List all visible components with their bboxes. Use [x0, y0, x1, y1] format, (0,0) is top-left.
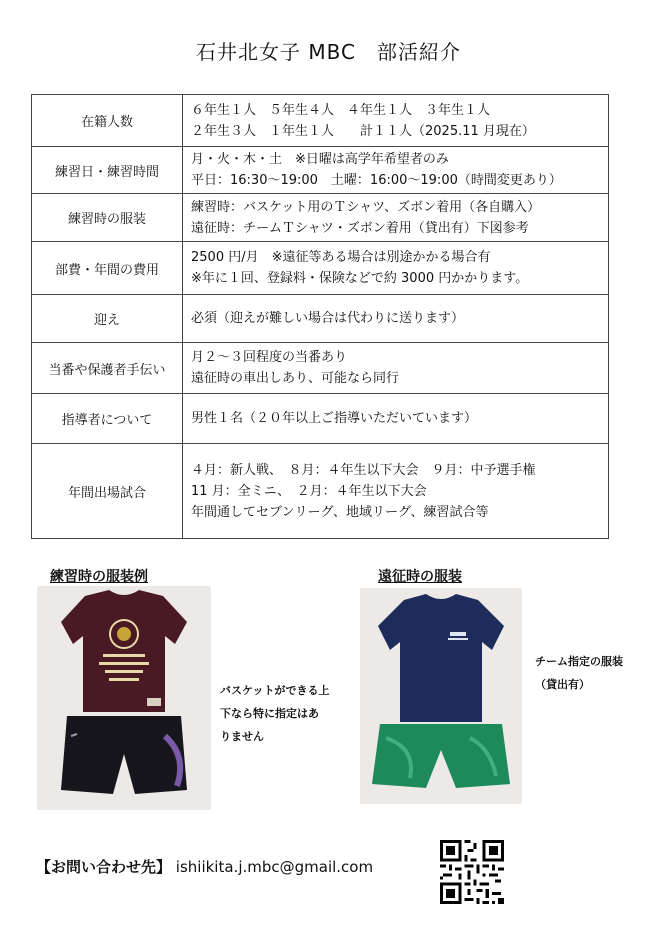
qr-code-icon[interactable] [440, 840, 504, 904]
contact-info [36, 856, 373, 877]
club-info-table [31, 94, 609, 539]
row-value-tournaments [183, 444, 609, 539]
practice-outfit-illustration [37, 586, 211, 810]
practice-clothing-note [220, 679, 350, 748]
value-line: 練習時：バスケット用のＴシャツ、ズボン着用（各自購入） [191, 199, 541, 215]
value-line: ※年に１回、登録料・保険などで約 3000 円かかります。 [191, 271, 529, 286]
note-line: 下なら特に指定はあ [220, 707, 319, 720]
row-label-fees: 部費・年間の費用 [32, 242, 183, 295]
value-line: 月・火・木・土 ※日曜は高学年希望者のみ [191, 152, 449, 167]
away-outfit-illustration [360, 588, 522, 804]
row-value-practice-schedule [183, 147, 609, 194]
away-outfit-photo [360, 588, 522, 804]
value-line: 必須（迎えが難しい場合は代わりに送ります） [191, 311, 465, 326]
row-value-pickup [183, 295, 609, 343]
value-line: 遠征時の車出しあり、可能なら同行 [191, 371, 400, 386]
table-row [32, 242, 609, 295]
note-line: りません [220, 730, 264, 743]
value-line: 2500 円/月 ※遠征等ある場合は別途かかる場合有 [191, 250, 491, 265]
row-label-members: 在籍人数 [32, 95, 183, 147]
value-line: 11 月：全ミニ、 ２月：４年生以下大会 [191, 483, 427, 499]
value-line: ６年生１人 ５年生４人 ４年生１人 ３年生１人 [191, 102, 491, 118]
value-line: ４月：新人戦、 ８月：４年生以下大会 ９月：中予選手権 [191, 462, 536, 478]
row-value-coach [183, 394, 609, 444]
row-label-pickup: 迎え [32, 295, 183, 343]
note-line: （貸出有） [535, 678, 590, 691]
table-row [32, 95, 609, 147]
table-row [32, 194, 609, 242]
contact-label: 【お問い合わせ先】 [36, 858, 172, 876]
away-clothing-caption: 遠征時の服装 [378, 569, 462, 585]
practice-clothing-caption: 練習時の服装例 [50, 569, 148, 585]
row-value-members [183, 95, 609, 147]
row-label-clothing: 練習時の服装 [32, 194, 183, 242]
table-row [32, 295, 609, 343]
table-row [32, 343, 609, 394]
table-row [32, 394, 609, 444]
value-line: 年間通してセブンリーグ、地域リーグ、練習試合等 [191, 504, 489, 520]
contact-email[interactable]: ishiikita.j.mbc@gmail.com [175, 858, 374, 876]
row-label-parent-duty: 当番や保護者手伝い [32, 343, 183, 394]
row-value-clothing [183, 194, 609, 242]
row-value-fees [183, 242, 609, 295]
value-line: 平日：16:30〜19:00 土曜：16:00〜19:00（時間変更あり） [191, 173, 562, 188]
row-value-parent-duty [183, 343, 609, 394]
table-row [32, 147, 609, 194]
table-row [32, 444, 609, 539]
away-clothing-note [535, 650, 653, 696]
note-line: バスケットができる上 [220, 684, 330, 697]
value-line: 男性１名（２０年以上ご指導いただいています） [191, 411, 478, 426]
row-label-tournaments: 年間出場試合 [32, 444, 183, 539]
value-line: ２年生３人 １年生１人 計１１人（2025.11 月現在） [191, 123, 535, 139]
note-line: チーム指定の服装 [535, 655, 623, 668]
value-line: 月２〜３回程度の当番あり [191, 350, 348, 365]
row-label-practice-schedule: 練習日・練習時間 [32, 147, 183, 194]
value-line: 遠征時：チームＴシャツ・ズボン着用（貸出有）下図参考 [191, 220, 529, 236]
page-title: 石井北女子 MBC 部活紹介 [196, 40, 461, 64]
row-label-coach: 指導者について [32, 394, 183, 444]
practice-outfit-photo [37, 586, 211, 810]
